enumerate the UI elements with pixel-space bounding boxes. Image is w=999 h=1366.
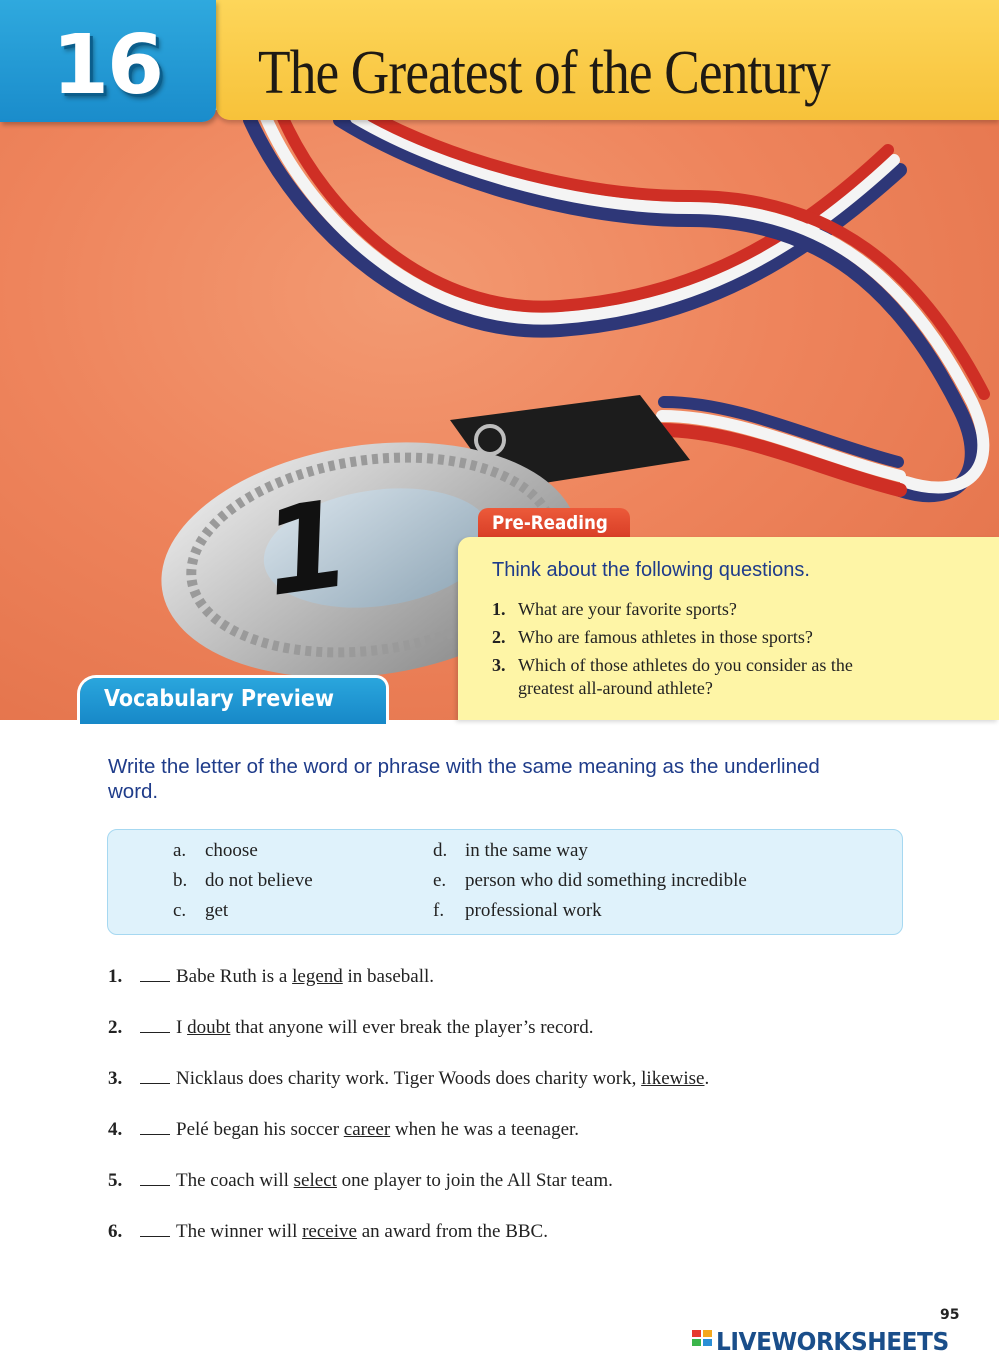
liveworksheets-mark-icon <box>692 1330 714 1354</box>
item-number: 4. <box>108 1119 123 1140</box>
page-title: The Greatest of the Century <box>258 39 830 107</box>
question-text: Who are famous athletes in those sports? <box>518 627 813 647</box>
pre-reading-question <box>492 598 908 621</box>
option-f: f. professional work <box>433 900 602 921</box>
liveworksheets-logo[interactable] <box>692 1327 992 1357</box>
pre-reading-box <box>458 537 999 720</box>
vocabulary-preview-tab <box>80 678 386 724</box>
exercise-item: 3. Nicklaus does charity work. Tiger Woods does charity work, likewise. <box>108 1068 710 1089</box>
word-bank <box>107 829 903 935</box>
underlined-word: career <box>343 1119 391 1140</box>
page-number: 95 <box>940 1307 960 1323</box>
vocabulary-preview-label: Vocabulary Preview <box>104 686 335 712</box>
question-number: 2. <box>492 627 506 647</box>
item-number: 5. <box>108 1170 123 1191</box>
underlined-word: doubt <box>187 1017 231 1038</box>
exercise-item: 1. Babe Ruth is a legend in baseball. <box>108 966 435 987</box>
option-b: b. do not believe <box>173 870 313 891</box>
liveworksheets-wordmark: LIVEWORKSHEETS <box>716 1327 949 1356</box>
exercise-item: 2. I doubt that anyone will ever break the player’s record. <box>108 1017 594 1038</box>
option-c: c. get <box>173 900 229 921</box>
exercise-item: 4. Pelé began his soccer career when he was a teenager. <box>108 1119 580 1140</box>
option-d: d. in the same way <box>433 840 588 861</box>
exercise-item: 5. The coach will select one player to join the All Star team. <box>108 1170 613 1191</box>
answer-blank[interactable] <box>140 1133 170 1135</box>
title-bar <box>216 0 999 120</box>
item-number: 2. <box>108 1017 123 1038</box>
answer-blank[interactable] <box>140 1235 170 1237</box>
underlined-word: select <box>293 1170 337 1191</box>
pre-reading-question <box>492 654 908 700</box>
option-e: e. person who did something incredible <box>433 870 747 891</box>
question-text: Which of those athletes do you consider as the greatest all-around athlete? <box>518 655 853 698</box>
exercise-item: 6. The winner will receive an award from the BBC. <box>108 1221 548 1242</box>
answer-blank[interactable] <box>140 1082 170 1084</box>
unit-number: 16 <box>52 18 163 113</box>
underlined-word: likewise <box>641 1068 705 1089</box>
underlined-word: receive <box>302 1221 357 1242</box>
underlined-word: legend <box>292 966 343 987</box>
answer-blank[interactable] <box>140 980 170 982</box>
pre-reading-heading: Think about the following questions. <box>492 559 810 581</box>
instructions: Write the letter of the word or phrase with the same meaning as the underlined word. <box>108 755 820 803</box>
item-number: 1. <box>108 966 123 987</box>
item-number: 3. <box>108 1068 123 1089</box>
option-a: a. choose <box>173 840 258 861</box>
item-number: 6. <box>108 1221 123 1242</box>
unit-number-tab <box>0 0 216 122</box>
pre-reading-label: Pre-Reading <box>492 512 608 534</box>
answer-blank[interactable] <box>140 1184 170 1186</box>
question-number: 3. <box>492 655 506 675</box>
question-number: 1. <box>492 599 506 619</box>
medal-number: 1 <box>261 472 350 626</box>
question-text: What are your favorite sports? <box>518 599 737 619</box>
answer-blank[interactable] <box>140 1031 170 1033</box>
pre-reading-question <box>492 626 908 649</box>
